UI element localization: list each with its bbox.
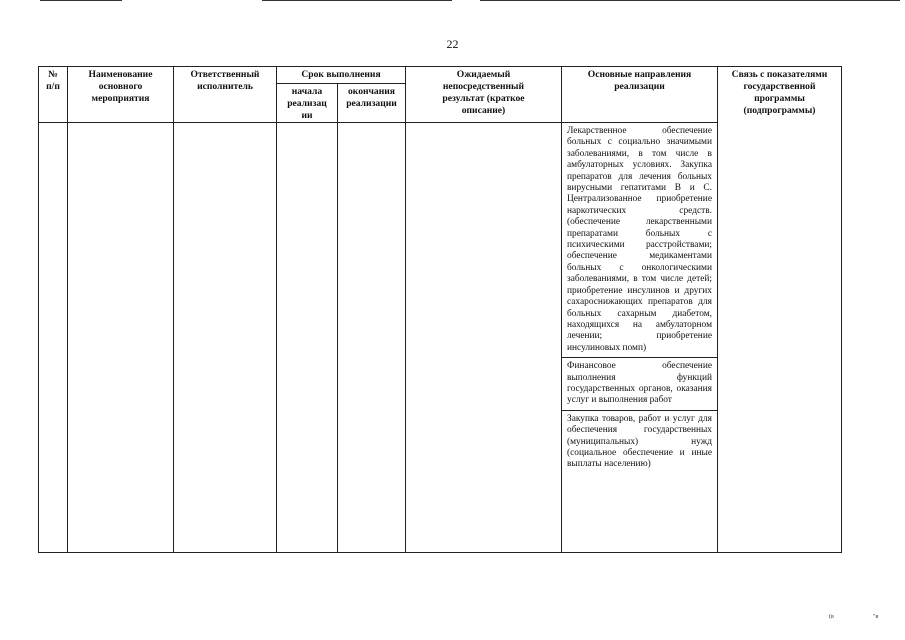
- direction-item: Закупка товаров, работ и услуг для обеспечения государственных (муниципальных) нужд (социальное обеспечение и иные выплаты населению): [567, 413, 712, 470]
- top-rule-right: [480, 0, 900, 1]
- header-result: Ожидаемый непосредственный результат (краткое описание): [406, 67, 562, 123]
- header-term: Срок выполнения: [277, 67, 406, 84]
- footer-mark: "в: [873, 614, 879, 620]
- top-rule-mid: [262, 0, 452, 1]
- header-responsible: Ответственный исполнитель: [174, 67, 277, 123]
- direction-divider: [562, 410, 717, 411]
- header-term-end: окончания реализации: [338, 84, 406, 123]
- direction-item: Финансовое обеспечение выполнения функций государственных органов, оказания услуг и выполнения работ: [567, 361, 712, 406]
- cell-name: [68, 123, 174, 553]
- top-rule-left: [40, 0, 122, 1]
- direction-divider: [562, 357, 717, 358]
- cell-result: [406, 123, 562, 553]
- cell-responsible: [174, 123, 277, 553]
- cell-num: [39, 123, 68, 553]
- cell-directions: [562, 123, 718, 553]
- measures-table: [38, 66, 842, 553]
- cell-term-start: [277, 123, 338, 553]
- page-number: 22: [446, 37, 459, 51]
- footer-mark: (в: [829, 614, 834, 620]
- header-term-start: начала реализац ии: [277, 84, 338, 123]
- header-link: Связь с показателями государственной программы (подпрограммы): [718, 67, 842, 553]
- header-num: № п/п: [39, 67, 68, 123]
- cell-term-end: [338, 123, 406, 553]
- direction-item: Лекарственное обеспечение больных с социально значимыми заболеваниями, в том числе в амбулаторных условиях. Закупка препаратов для лечения больных вирусными гепатитами В и С. Централизованное приобретение наркотических средств. (обеспечение лекарственными препаратами больных с психическими расстройствами; обеспечение медикаментами больных с онкологическими заболеваниями, в том числе детей; приобретение инсулинов и других сахароснижающих препаратов для больных сахарным диабетом, находящихся на амбулаторном лечении; приобретение инсулиновых помп): [567, 126, 712, 353]
- header-name: Наименование основного мероприятия: [68, 67, 174, 123]
- header-directions: Основные направления реализации: [562, 67, 718, 123]
